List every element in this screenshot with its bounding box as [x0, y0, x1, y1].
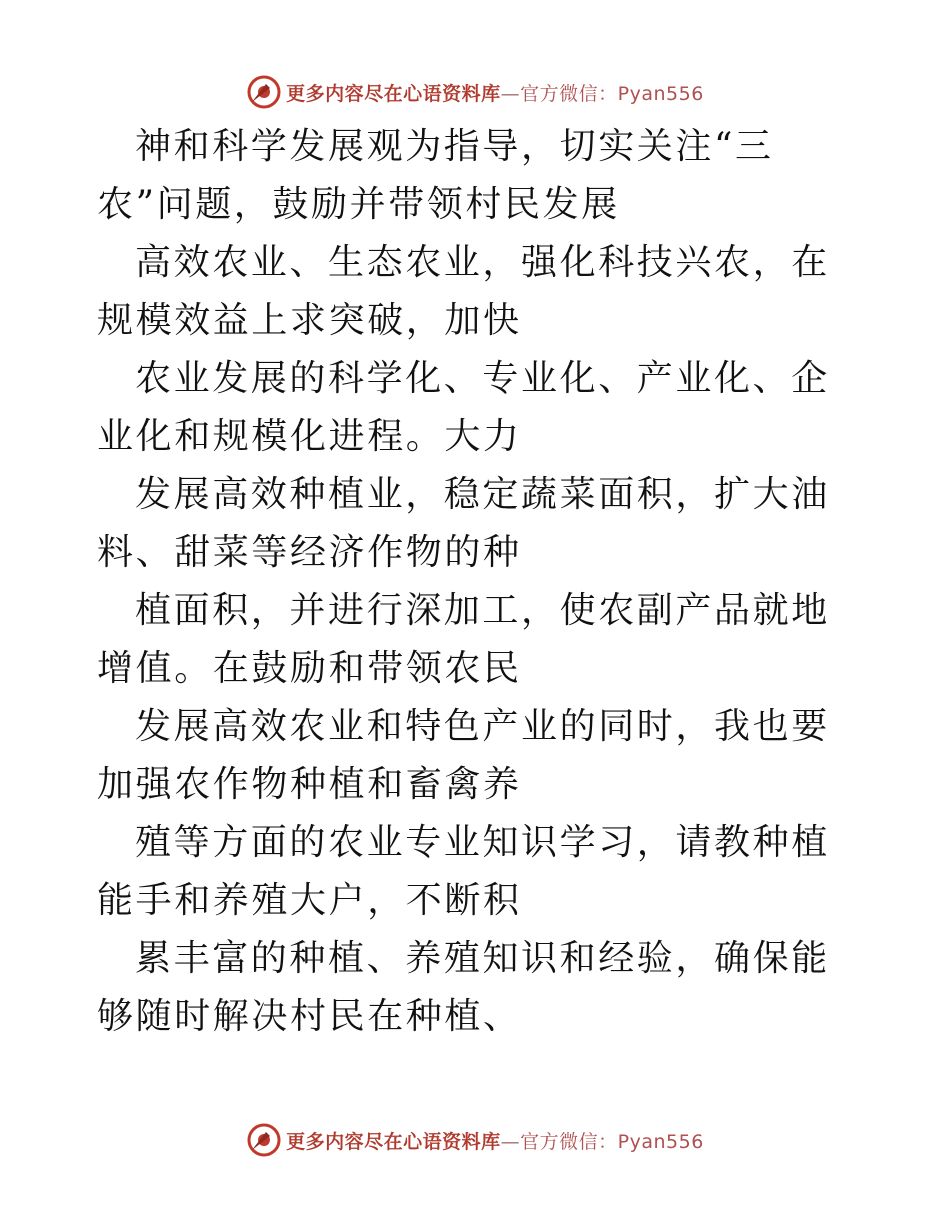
header-watermark — [0, 72, 950, 112]
paragraph: 高效农业、生态农业，强化科技兴农，在规模效益上求突破，加快 — [97, 242, 830, 341]
watermark-main-text: 更多内容尽在心语资料库 — [286, 1130, 501, 1153]
watermark-sub-text: 官方微信：Pyan556 — [520, 82, 704, 105]
paragraph: 发展高效种植业，稳定蔬菜面积，扩大油料、甜菜等经济作物的种 — [97, 474, 830, 573]
paragraph: 发展高效农业和特色产业的同时，我也要加强农作物种植和畜禽养 — [97, 706, 830, 805]
paragraph: 神和科学发展观为指导，切实关注“三农”问题，鼓励并带领村民发展 — [97, 126, 774, 225]
paragraph: 农业发展的科学化、专业化、产业化、企业化和规模化进程。大力 — [97, 358, 830, 457]
watermark-main-text: 更多内容尽在心语资料库 — [286, 82, 501, 105]
document-body — [97, 118, 857, 1046]
footer-watermark — [0, 1120, 950, 1160]
paragraph: 殖等方面的农业专业知识学习，请教种植能手和养殖大户，不断积 — [97, 822, 830, 921]
paragraph: 植面积，并进行深加工，使农副产品就地增值。在鼓励和带领农民 — [97, 590, 830, 689]
watermark-separator: — — [500, 1130, 521, 1153]
watermark-sub-text: 官方微信：Pyan556 — [520, 1130, 704, 1153]
seal-logo-icon — [246, 1122, 282, 1158]
seal-logo-icon — [246, 74, 282, 110]
watermark-separator: — — [500, 82, 521, 105]
paragraph: 累丰富的种植、养殖知识和经验，确保能够随时解决村民在种植、 — [97, 938, 830, 1037]
